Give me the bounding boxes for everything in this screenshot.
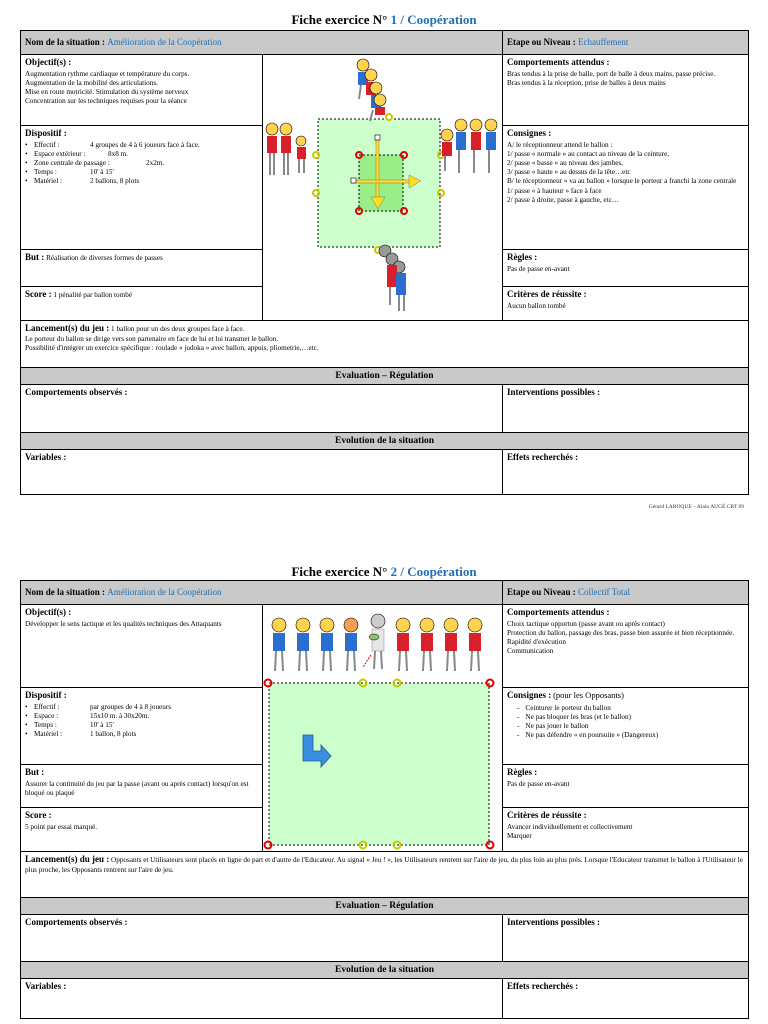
- setup-label: Dispositif :: [25, 128, 67, 138]
- instruction-line: 2/ passe à droite, passe à gauche, etc…: [507, 195, 619, 204]
- instruction-line: 2/ passe « basse » au niveau des jambes,: [507, 158, 623, 167]
- launch-text: Opposants et Utilisateurs sont placés en ligne de part et d'autre de l'Educateur. Au signal « Jeu ! », les Utilisateurs rentrent sur l'aire de jeu, du plus loin au plus près. Lorsque l'Educateur transmet le ballon à l'Utilisateur le plus proche, les Opposants rentrent sur l'aire de jeu.: [25, 856, 743, 874]
- level-cell: [503, 581, 749, 605]
- expected-behaviours-cell: [503, 55, 749, 126]
- objectives-cell: [21, 605, 263, 688]
- score-cell: [21, 808, 263, 852]
- possible-interventions-label: Interventions possibles :: [507, 387, 601, 398]
- goal-text: Réalisation de diverses formes de passes: [46, 254, 163, 262]
- title-prefix: Fiche exercice N°: [291, 564, 388, 579]
- evolution-band: Evolution de la situation: [21, 962, 749, 979]
- attacker: [296, 618, 310, 671]
- objective-line: Augmentation de la mobilité des articulations.: [25, 78, 158, 87]
- success-criteria-label: Critères de réussite :: [507, 289, 587, 299]
- goal-label: But :: [25, 767, 45, 777]
- players-line[interactable]: [272, 614, 482, 671]
- instruction-line: 3/ passe « haute » au dessus de la tête…etc: [507, 168, 631, 177]
- level-cell: [503, 31, 749, 55]
- level-value: Echauffement: [578, 36, 629, 47]
- possible-interventions-label: Interventions possibles :: [507, 917, 601, 928]
- instructions-cell: [503, 688, 749, 765]
- expected-behaviours-label: Comportements attendus :: [507, 607, 610, 617]
- evaluation-band: Evaluation – Régulation: [21, 368, 749, 385]
- observed-behaviours-label: Comportements observés :: [25, 917, 128, 928]
- instructions-note: (pour les Opposants): [553, 690, 624, 700]
- opponent: [396, 618, 410, 671]
- instruction-line: B/ le réceptionneur « va au ballon » lorsque le porteur a franchi la zone centrale: [507, 177, 737, 186]
- level-label: Etape ou Niveau :: [507, 36, 576, 47]
- variables-label: Variables :: [25, 981, 67, 992]
- player-group-right: [441, 119, 497, 173]
- success-criteria-line: Marquer: [507, 831, 532, 840]
- situation-name-value: Amélioration de la Coopération: [107, 586, 222, 597]
- success-criteria-text: Aucun ballon tombé: [507, 301, 566, 310]
- objective-line: Mise en route motricité. Stimulation du système nerveux: [25, 87, 189, 96]
- situation-name-value: Amélioration de la Coopération: [107, 36, 222, 47]
- instructions-cell: [503, 126, 749, 250]
- goal-cell: [21, 250, 263, 287]
- setup-item: • Effectif : 4 groupes de 4 à 6 joueurs face à face.: [25, 141, 258, 150]
- playing-area: [269, 683, 489, 845]
- opponent: [468, 618, 482, 671]
- sheet-2-title: [20, 564, 748, 580]
- level-value: Collectif Total: [578, 586, 630, 597]
- possible-interventions-cell: [503, 915, 749, 962]
- observed-behaviours-cell: [21, 915, 503, 962]
- setup-item: • Matériel : 1 ballon, 8 plots: [25, 730, 258, 739]
- instruction-line: 1/ passe « à hauteur » face à face: [507, 186, 602, 195]
- setup-cell: [21, 126, 263, 250]
- expected-behaviour-line: Choix tactique opportun (passe avant ou après contact): [507, 619, 665, 628]
- score-text: 1 pénalité par ballon tombé: [53, 291, 133, 299]
- instruction-item: - Ne pas bloquer les bras (et le ballon): [527, 713, 744, 722]
- variables-cell: [21, 979, 503, 1019]
- objectives-cell: [21, 55, 263, 126]
- launch-line: Le porteur du ballon se dirige vers son partenaire en face de lui et lui transmet le ballon.: [25, 334, 279, 343]
- sheet-2-form: [20, 580, 749, 1019]
- setup-item: • Effectif : par groupes de 4 à 8 joueurs: [25, 703, 258, 712]
- setup-list: [25, 703, 258, 740]
- instructions-label: Consignes :: [507, 690, 552, 700]
- objectives-label: Objectif(s) :: [25, 57, 72, 67]
- effects-label: Effets recherchés :: [507, 981, 579, 992]
- situation-name-label: Nom de la situation :: [25, 36, 106, 47]
- situation-name-label: Nom de la situation :: [25, 586, 106, 597]
- score-label: Score :: [25, 810, 52, 820]
- diagram-1-svg: [263, 55, 503, 313]
- goal-label: But :: [25, 252, 45, 262]
- objective-line: Concentration sur les techniques requises pour la séance: [25, 97, 187, 106]
- exercise-sheet-1: [20, 12, 748, 527]
- opponent: [444, 618, 458, 671]
- exercise-2-diagram: [263, 605, 503, 852]
- expected-behaviours-label: Comportements attendus :: [507, 57, 610, 67]
- situation-name-cell: [21, 581, 503, 605]
- player-group-bottom: [379, 245, 406, 311]
- setup-item: • Temps : 10' à 15': [25, 721, 258, 730]
- setup-label: Dispositif :: [25, 690, 67, 700]
- rules-text: Pas de passe en-avant: [507, 779, 570, 788]
- success-criteria-cell: [503, 808, 749, 852]
- expected-behaviour-line: Rapidité d'exécution: [507, 637, 566, 646]
- title-number: 2 / Coopération: [390, 564, 477, 579]
- level-label: Etape ou Niveau :: [507, 586, 576, 597]
- evolution-band: Evolution de la situation: [21, 433, 749, 450]
- effects-cell: [503, 450, 749, 495]
- launch-label: Lancement(s) du jeu :: [25, 323, 110, 333]
- variables-cell: [21, 450, 503, 495]
- objective-line: Augmentation rythme cardiaque et température du corps.: [25, 69, 190, 78]
- score-text: 5 point par essai marqué.: [25, 822, 98, 831]
- effects-label: Effets recherchés :: [507, 452, 579, 463]
- instruction-item: - Ne pas défendre « en poursuite » (Dangereux): [527, 731, 744, 740]
- instructions-label: Consignes :: [507, 128, 552, 138]
- expected-behaviour-line: Communication: [507, 647, 554, 656]
- exercise-sheet-2: [20, 564, 748, 1024]
- player-group-top: [357, 59, 386, 121]
- educator: [363, 614, 385, 669]
- player-group-left: [266, 123, 306, 175]
- setup-list: [25, 141, 258, 187]
- title-prefix: Fiche exercice N°: [291, 12, 388, 27]
- goal-text: Assurer la continuité du jeu par la passe (avant ou après contact) lorsqu'on est bloqué ou plaqué: [25, 779, 249, 797]
- variables-label: Variables :: [25, 452, 67, 463]
- expected-behaviour-line: Bras tendus à la réception, prise de balles à deux mains: [507, 78, 666, 87]
- instructions-list: [507, 704, 744, 741]
- instruction-line: 1/ passe « normale » au contact au niveau de la ceinture,: [507, 149, 670, 158]
- rules-text: Pas de passe en-avant: [507, 264, 570, 273]
- objectives-label: Objectif(s) :: [25, 607, 72, 617]
- situation-name-cell: [21, 31, 503, 55]
- launch-cell: [21, 321, 749, 368]
- setup-item: • Zone centrale de passage : 2x2m.: [25, 159, 258, 168]
- sheet-1-form: [20, 30, 749, 495]
- evaluation-band: Evaluation – Régulation: [21, 898, 749, 915]
- possible-interventions-cell: [503, 385, 749, 433]
- success-criteria-label: Critères de réussite :: [507, 810, 587, 820]
- goal-cell: [21, 765, 263, 808]
- score-label: Score :: [25, 289, 52, 299]
- exercise-1-diagram: [263, 55, 503, 321]
- opponent: [420, 618, 434, 671]
- setup-cell: [21, 688, 263, 765]
- success-criteria-cell: [503, 287, 749, 321]
- expected-behaviours-cell: [503, 605, 749, 688]
- diagram-2-svg: [263, 605, 503, 852]
- expected-behaviour-line: Protection du ballon, passage des bras, passe bien assurée et bien réceptionnée.: [507, 628, 735, 637]
- instruction-line: A/ le réceptionneur attend le ballon :: [507, 140, 613, 149]
- rules-cell: [503, 250, 749, 287]
- rules-label: Règles :: [507, 252, 538, 262]
- launch-label: Lancement(s) du jeu :: [25, 854, 110, 864]
- observed-behaviours-cell: [21, 385, 503, 433]
- observed-behaviours-label: Comportements observés :: [25, 387, 128, 398]
- score-cell: [21, 287, 263, 321]
- title-number: 1 / Coopération: [390, 12, 477, 27]
- author-credit: Gérard LAROQUE – Alain AUGÉ CRT 09: [648, 504, 744, 510]
- rules-label: Règles :: [507, 767, 538, 777]
- launch-cell: [21, 852, 749, 898]
- sheet-1-title: [20, 12, 748, 28]
- setup-item: • Matériel : 2 ballons, 8 plots: [25, 177, 258, 186]
- setup-item: • Espace : 15x10 m. à 30x20m.: [25, 712, 258, 721]
- expected-behaviour-line: Bras tendus à la prise de balle, port de balle à deux mains, passe précise.: [507, 69, 716, 78]
- instruction-item: - Ceinturer le porteur du ballon: [527, 704, 744, 713]
- instruction-item: - Ne pas jouer le ballon: [527, 722, 744, 731]
- setup-item: • Espace extérieur : 8x8 m.: [25, 150, 258, 159]
- attacker: [320, 618, 334, 671]
- setup-item: • Temps : 10' à 15': [25, 168, 258, 177]
- objective-line: Développer le sens tactique et les qualités techniques des Attaquants: [25, 619, 222, 628]
- success-criteria-line: Avancer individuellement et collectivement: [507, 822, 633, 831]
- attacker: [272, 618, 286, 671]
- rules-cell: [503, 765, 749, 808]
- attacker: [344, 618, 358, 671]
- launch-line: 1 ballon pour un des deux groupes face à face.: [111, 325, 245, 333]
- effects-cell: [503, 979, 749, 1019]
- launch-line: Possibilité d'intégrer un exercice spécifique : roulade « judoka » avec ballon, appuis, pliometrie,…etc.: [25, 343, 319, 352]
